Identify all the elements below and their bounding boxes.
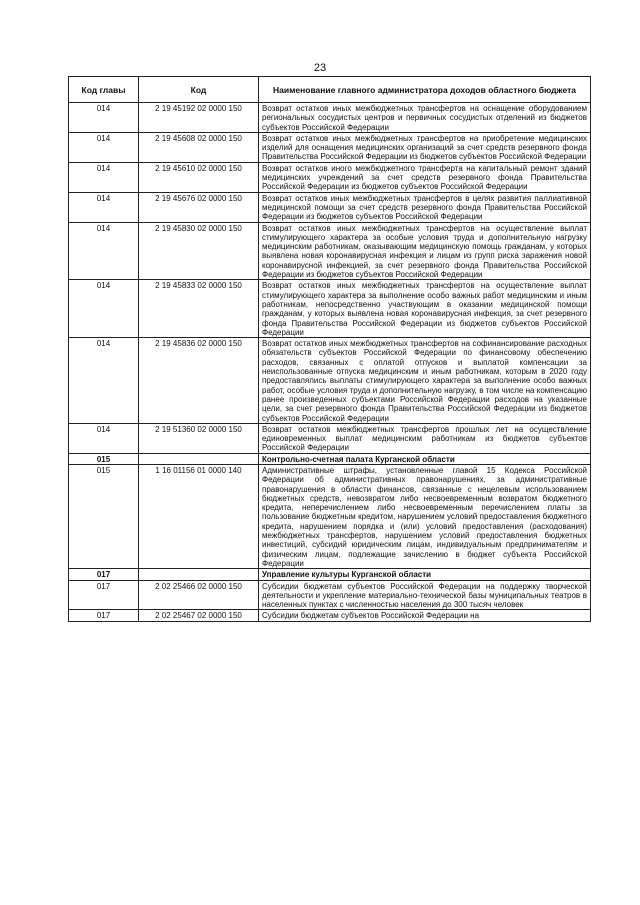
cell-name: Управление культуры Курганской области xyxy=(259,569,591,580)
cell-code: 2 19 45830 02 0000 150 xyxy=(139,222,259,280)
cell-name: Возврат остатков иных межбюджетных трансфертов на осуществление выплат стимулирующего характера за особые условия труда и дополнительную нагрузку медицинским работникам, оказывающим медицинскую помощь гражданам, у которых выявлена новая коронавирусная инфекция и лицам из групп риска заражения новой коронавирусной инфекцией, за счет резервного фонда Правительства Российской Федерации из бюджетов субъектов Российской Федерации xyxy=(259,222,591,280)
table-row xyxy=(69,580,591,610)
cell-code: 2 19 45833 02 0000 150 xyxy=(139,280,259,338)
cell-chapter-code: 015 xyxy=(69,453,139,464)
cell-chapter-code: 017 xyxy=(69,610,139,621)
cell-name: Субсидии бюджетам субъектов Российской Федерации на поддержку творческой деятельности и укрепление материально-технической базы муниципальных театров в населенных пунктах с численностью населения до 300 тысяч человек xyxy=(259,580,591,610)
cell-code xyxy=(139,569,259,580)
header-code: Код xyxy=(139,77,259,103)
cell-chapter-code: 014 xyxy=(69,132,139,162)
table-row xyxy=(69,103,591,133)
section-row xyxy=(69,569,591,580)
cell-name: Административные штрафы, установленные главой 15 Кодекса Российской Федерации об административных правонарушениях, за административные правонарушения в области финансов, связанные с нецелевым использованием бюджетных средств, невозвратом либо несвоевременным возвратом бюджетного кредита, неперечислением либо несвоевременным перечислением платы за пользование бюджетным кредитом, нарушением условий предоставления бюджетного кредита, нарушением порядка и (или) условий предоставления (расходования) межбюджетных трансфертов, нарушением условий предоставления бюджетных инвестиций, субсидий юридическим лицам, индивидуальным предпринимателям и физическим лицам, подлежащие зачислению в бюджет субъекта Российской Федерации xyxy=(259,464,591,568)
table-row xyxy=(69,222,591,280)
cell-chapter-code: 015 xyxy=(69,464,139,568)
cell-chapter-code: 014 xyxy=(69,338,139,424)
cell-name: Возврат остатков иного межбюджетного трансферта на капитальный ремонт зданий медицинских учреждений за счет средств резервного фонда Правительства Российской Федерации из бюджетов субъектов Российской Федерации xyxy=(259,162,591,192)
page-number: 23 xyxy=(313,62,327,74)
cell-chapter-code: 017 xyxy=(69,580,139,610)
cell-name: Субсидии бюджетам субъектов Российской Федерации на xyxy=(259,610,591,621)
header-chapter-code: Код главы xyxy=(69,77,139,103)
cell-name: Контрольно-счетная палата Курганской области xyxy=(259,453,591,464)
cell-name: Возврат остатков иных межбюджетных трансфертов на приобретение медицинских изделий для оснащения медицинских организаций за счет средств резервного фонда Правительства Российской Федерации из бюджетов субъектов Российской Федерации xyxy=(259,132,591,162)
cell-name: Возврат остатков иных межбюджетных трансфертов в целях развития паллиативной медицинской помощи за счет средств резервного фонда Правительства Российской Федерации из бюджетов субъектов Российской Федерации xyxy=(259,192,591,222)
cell-code: 2 19 51360 02 0000 150 xyxy=(139,423,259,453)
cell-code: 2 19 45192 02 0000 150 xyxy=(139,103,259,133)
cell-name: Возврат остатков иных межбюджетных трансфертов на оснащение оборудованием региональных сосудистых центров и первичных сосудистых отделений из бюджетов субъектов Российской Федерации xyxy=(259,103,591,133)
revenue-table xyxy=(68,76,591,622)
table-row xyxy=(69,338,591,424)
cell-chapter-code: 017 xyxy=(69,569,139,580)
table-row xyxy=(69,610,591,621)
table-row xyxy=(69,280,591,338)
table-row xyxy=(69,423,591,453)
cell-name: Возврат остатков иных межбюджетных трансфертов на осуществление выплат стимулирующего характера за выполнение особо важных работ медицинским и иным работникам, непосредственно участвующим в оказании медицинской помощи гражданам, у которых выявлена новая коронавирусная инфекция, за счет резервного фонда Правительства Российской Федерации из бюджетов субъектов Российской Федерации xyxy=(259,280,591,338)
table-row xyxy=(69,162,591,192)
cell-chapter-code: 014 xyxy=(69,423,139,453)
cell-code: 2 02 25466 02 0000 150 xyxy=(139,580,259,610)
cell-chapter-code: 014 xyxy=(69,280,139,338)
cell-code: 1 16 01156 01 0000 140 xyxy=(139,464,259,568)
table-row xyxy=(69,192,591,222)
cell-chapter-code: 014 xyxy=(69,222,139,280)
cell-code: 2 19 45676 02 0000 150 xyxy=(139,192,259,222)
cell-name: Возврат остатков иных межбюджетных трансфертов на софинансирование расходных обязательств субъектов Российской Федерации по финансовому обеспечению расходов, связанных с оплатой отпусков и выплатой компенсации за неиспользованные отпуска медицинским и иным работникам, которым в 2020 году предоставлялись выплаты стимулирующего характера за выполнение особо важных работ, особые условия труда и дополнительную нагрузку, в том числе на компенсацию ранее произведенных субъектами Российской Федерации расходов на указанные цели, за счет резервного фонда Правительства Российской Федерации из бюджетов субъектов Российской Федерации xyxy=(259,338,591,424)
cell-chapter-code: 014 xyxy=(69,103,139,133)
cell-code: 2 02 25467 02 0000 150 xyxy=(139,610,259,621)
cell-code: 2 19 45608 02 0000 150 xyxy=(139,132,259,162)
cell-name: Возврат остатков межбюджетных трансфертов прошлых лет на осуществление единовременных выплат медицинским работникам из бюджетов субъектов Российской Федерации xyxy=(259,423,591,453)
table-header-row xyxy=(69,77,591,103)
cell-code: 2 19 45610 02 0000 150 xyxy=(139,162,259,192)
header-name: Наименование главного администратора доходов областного бюджета xyxy=(259,77,591,103)
table-row xyxy=(69,464,591,568)
cell-chapter-code: 014 xyxy=(69,162,139,192)
section-row xyxy=(69,453,591,464)
table-row xyxy=(69,132,591,162)
cell-code xyxy=(139,453,259,464)
cell-chapter-code: 014 xyxy=(69,192,139,222)
cell-code: 2 19 45836 02 0000 150 xyxy=(139,338,259,424)
